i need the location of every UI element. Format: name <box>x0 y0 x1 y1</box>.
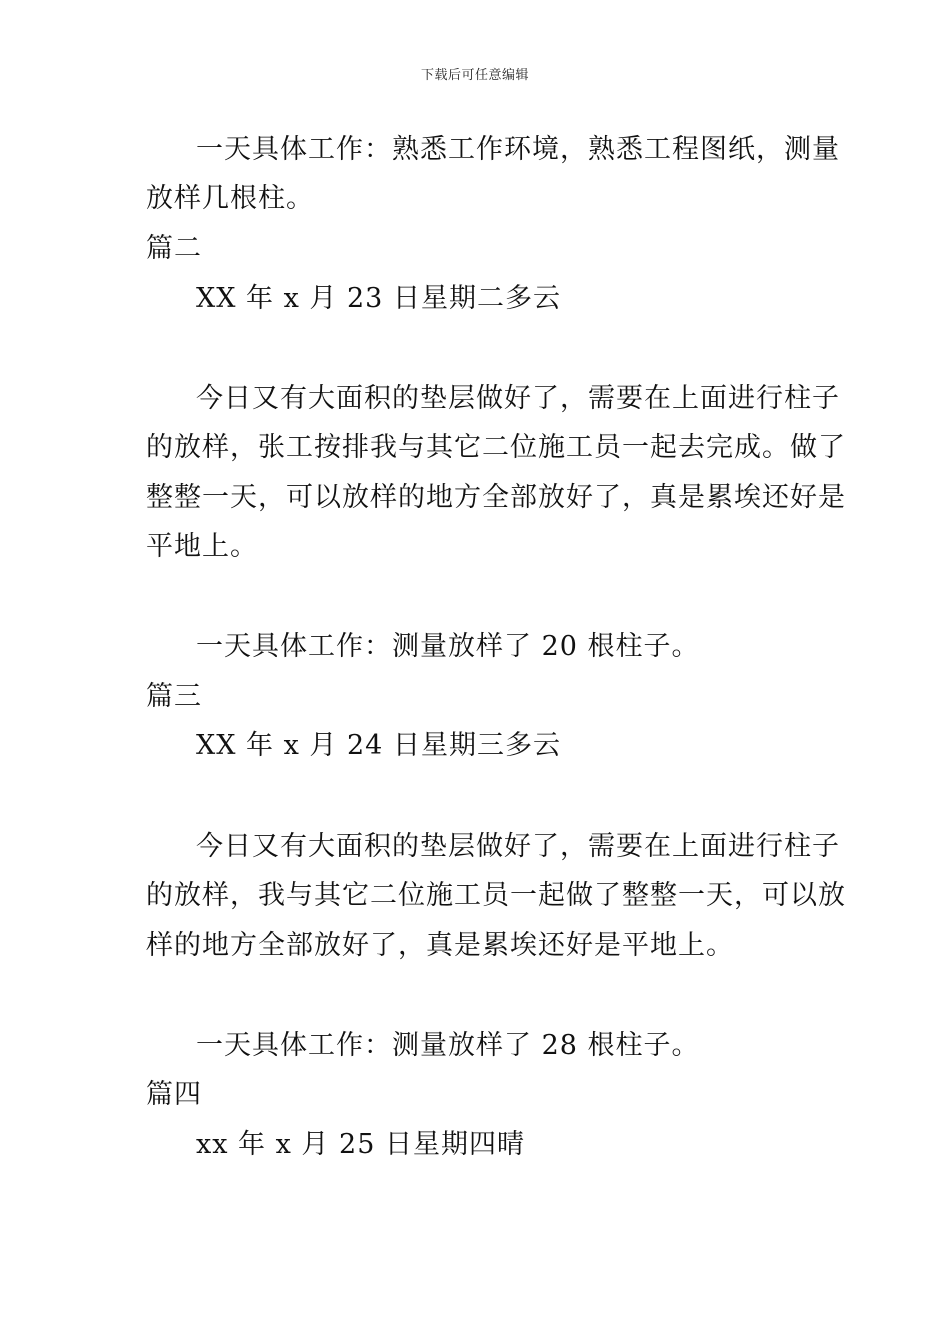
paragraph-line: 平地上。 <box>146 531 258 562</box>
paragraph-line: 样的地方全部放好了，真是累埃还好是平地上。 <box>146 930 734 961</box>
paragraph-line: 的放样，我与其它二位施工员一起做了整整一天，可以放 <box>146 880 846 911</box>
paragraph-line: 放样几根柱。 <box>146 183 314 214</box>
section-heading: 篇二 <box>146 233 202 264</box>
date-line: xx 年 x 月 25 日星期四晴 <box>196 1129 525 1160</box>
paragraph-line: 今日又有大面积的垫层做好了，需要在上面进行柱子 <box>196 383 840 414</box>
paragraph-line: 一天具体工作：熟悉工作环境，熟悉工程图纸，测量 <box>196 134 840 165</box>
date-line: XX 年 x 月 23 日星期二多云 <box>196 283 561 314</box>
paragraph-line: 的放样，张工按排我与其它二位施工员一起去完成。做了 <box>146 432 846 463</box>
paragraph-line: 一天具体工作：测量放样了 28 根柱子。 <box>196 1030 700 1061</box>
section-heading: 篇三 <box>146 681 202 712</box>
page-header: 下载后可任意编辑 <box>420 68 529 83</box>
paragraph-line: 整整一天，可以放样的地方全部放好了，真是累埃还好是 <box>146 482 846 513</box>
paragraph-line: 今日又有大面积的垫层做好了，需要在上面进行柱子 <box>196 831 840 862</box>
paragraph-line: 一天具体工作：测量放样了 20 根柱子。 <box>196 631 700 662</box>
section-heading: 篇四 <box>146 1079 202 1110</box>
date-line: XX 年 x 月 24 日星期三多云 <box>196 730 561 761</box>
